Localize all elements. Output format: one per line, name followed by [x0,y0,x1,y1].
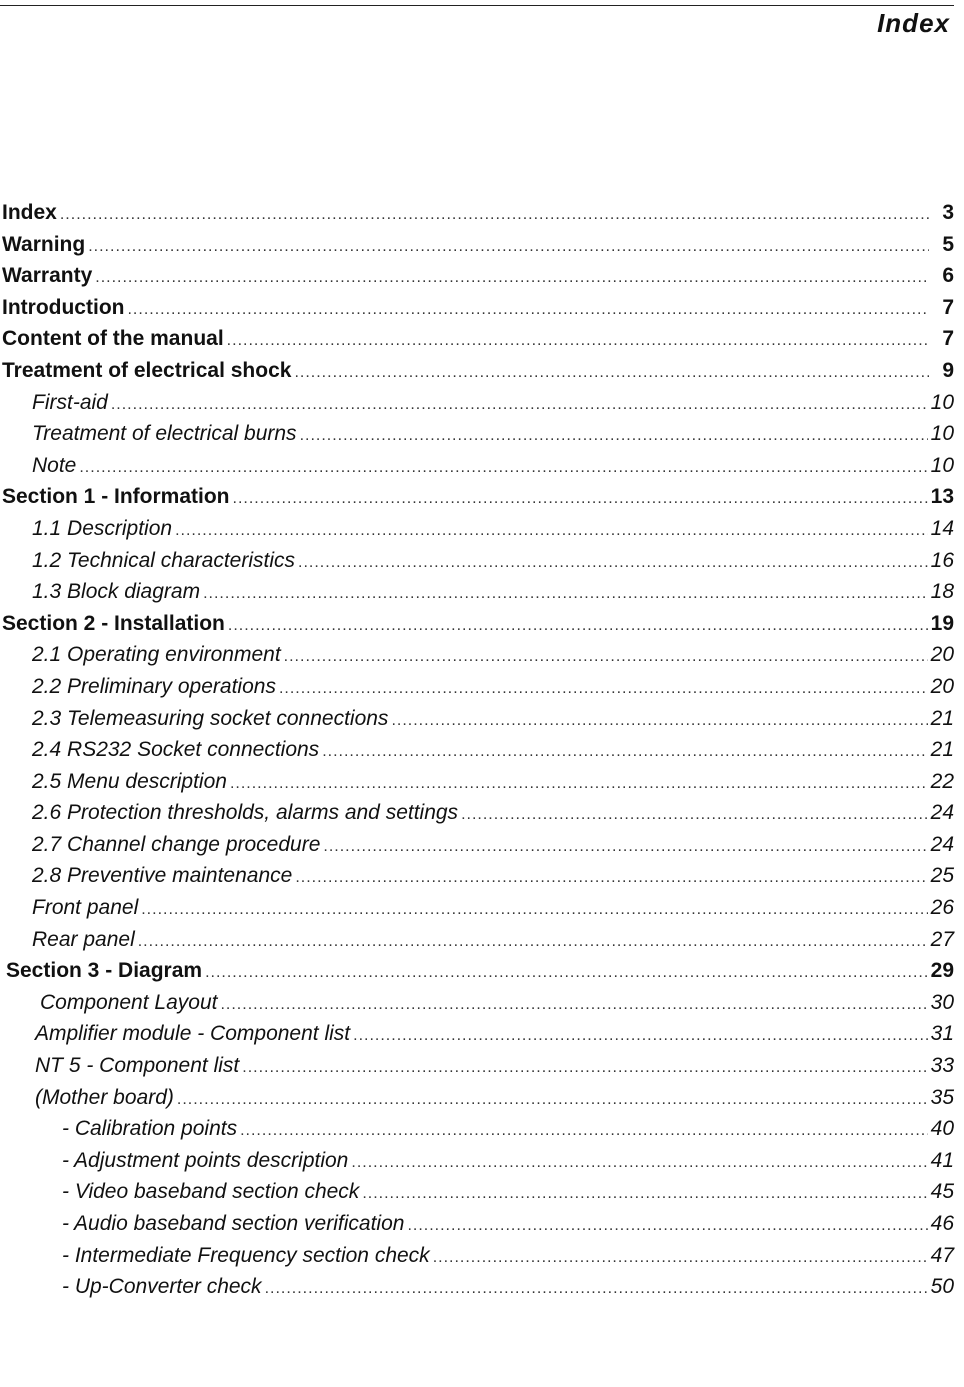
toc-page-number: 31 [930,1022,954,1046]
toc-entry-title: Rear panel [32,927,135,951]
dot-leader [407,1210,927,1242]
toc-page-number: 26 [930,896,954,920]
toc-entry-title: Treatment of electrical burns [32,422,297,446]
toc-entry-title: Section 1 - Information [2,485,230,509]
dot-leader [175,515,928,547]
toc-subentry[interactable] [0,703,954,735]
dot-leader [322,736,927,768]
dot-leader [203,578,928,610]
toc-entry-title: 2.3 Telemeasuring socket connections [32,706,389,730]
toc-subentry[interactable] [0,766,954,798]
toc-subsubentry[interactable] [0,1176,954,1208]
dot-leader [220,989,927,1021]
toc-entry-title: Content of the manual [2,327,224,351]
dot-leader [265,1273,928,1305]
dot-leader [351,1147,927,1179]
toc-page-number: 22 [930,769,954,793]
toc-subentry[interactable] [0,639,954,671]
toc-entry-title: 2.7 Channel change procedure [32,832,321,856]
toc-page-number: 24 [930,801,954,825]
toc-entry-title: NT 5 - Component list [35,1054,240,1078]
dot-leader [242,1052,927,1084]
toc-entry-title: - Adjustment points description [62,1148,349,1172]
toc-entry[interactable] [0,608,954,640]
toc-entry-title: Warranty [2,264,93,288]
toc-entry-title: Front panel [32,896,139,920]
toc-entry-title: 1.3 Block diagram [32,580,201,604]
toc-entry[interactable] [0,197,954,229]
toc-entry-title: Section 3 - Diagram [6,959,203,983]
dot-leader [95,262,929,294]
dot-leader [60,199,929,231]
toc-entry-title: 1.2 Technical characteristics [32,548,296,572]
toc-entry-title: Index [2,201,57,224]
toc-subentry[interactable] [0,892,954,924]
toc-subsubentry[interactable] [0,1113,954,1145]
toc-entry-title: Section 2 - Installation [2,611,225,635]
top-rule [0,5,954,6]
toc-page-number: 3 [942,201,954,224]
toc-entry-title: 2.4 RS232 Socket connections [32,738,320,762]
dot-leader [141,894,927,926]
toc-page-number: 47 [930,1243,954,1267]
dot-leader [294,357,929,389]
toc-page-number: 7 [942,327,954,351]
dot-leader [227,325,929,357]
toc-entry[interactable] [0,229,954,261]
page-title: Index [877,8,950,38]
toc-entry-title: 1.1 Description [32,516,173,540]
toc-subentry[interactable] [0,545,954,577]
toc-subentry[interactable] [0,987,954,1019]
dot-leader [177,1084,928,1116]
toc-page-number: 14 [930,516,954,540]
dot-leader [111,389,928,421]
dot-leader [295,862,927,894]
toc-page-number: 25 [930,864,954,888]
toc-page-number: 16 [930,548,954,572]
toc-page-number: 27 [930,927,954,951]
dot-leader [79,452,927,484]
toc-page-number: 35 [930,1085,954,1109]
dot-leader [230,768,928,800]
toc-page-number: 10 [930,453,954,477]
toc-page-number: 21 [930,738,954,762]
dot-leader [323,831,927,863]
toc-entry-title: - Audio baseband section verification [62,1212,405,1235]
toc-page-number: 45 [930,1180,954,1204]
toc-entry-title: Warning [2,232,86,256]
toc-page-number: 21 [930,706,954,730]
toc-subentry[interactable] [0,671,954,703]
toc-page-number: 9 [942,358,954,382]
toc-entry-title: 2.6 Protection thresholds, alarms and settings [32,801,459,825]
toc-page-number: 7 [942,295,954,319]
toc-entry[interactable] [0,355,954,387]
toc-subsubentry[interactable] [0,1271,954,1303]
toc-page-number: 10 [930,390,954,414]
toc-page-number: 50 [930,1275,954,1299]
toc-subentry[interactable] [0,860,954,892]
dot-leader [127,294,929,326]
toc-entry[interactable] [0,481,954,513]
toc-entry-title: 2.5 Menu description [32,769,227,793]
toc-subentry[interactable] [0,829,954,861]
toc-page-number: 40 [930,1117,954,1141]
toc-page-number: 30 [930,990,954,1014]
toc-entry-title: (Mother board) [35,1085,174,1109]
toc-subentry[interactable] [0,1050,954,1082]
toc-page-number: 29 [930,959,954,983]
toc-entry-title: Introduction [2,295,125,319]
toc-entry-title: - Video baseband section check [62,1180,360,1204]
toc-entry-title: 2.8 Preventive maintenance [32,864,293,888]
dot-leader [353,1020,928,1052]
toc-subentry[interactable] [0,924,954,956]
toc-page-number: 10 [930,422,954,446]
toc-subsubentry[interactable] [0,1145,954,1177]
toc-subentry[interactable] [0,1018,954,1050]
toc-subentry[interactable] [0,797,954,829]
toc-page-number: 18 [930,580,954,604]
toc-entry-title: 2.2 Preliminary operations [32,674,276,698]
toc-subentry[interactable] [0,418,954,450]
toc-subentry[interactable] [0,387,954,419]
toc-entry[interactable] [0,292,954,324]
dot-leader [362,1178,927,1210]
dot-leader [205,957,928,989]
dot-leader [433,1242,928,1274]
toc-page-number: 20 [930,674,954,698]
toc-entry[interactable] [0,323,954,355]
dot-leader [233,483,928,515]
dot-leader [298,547,928,579]
toc-page-number: 41 [930,1148,954,1172]
toc-page-number: 24 [930,832,954,856]
toc-page-number: 20 [930,643,954,667]
dot-leader [461,799,928,831]
toc-page-number: 13 [930,485,954,509]
table-of-contents [0,197,954,1303]
dot-leader [279,673,928,705]
dot-leader [138,926,928,958]
toc-entry[interactable] [0,955,954,987]
toc-page-number: 46 [930,1212,954,1235]
dot-leader [391,705,927,737]
toc-entry-title: - Calibration points [62,1117,238,1141]
toc-entry-title: First-aid [32,390,108,414]
toc-entry[interactable] [0,260,954,292]
toc-entry-title: - Up-Converter check [62,1275,262,1299]
dot-leader [240,1115,928,1147]
toc-page-number: 6 [942,264,954,288]
dot-leader [300,420,928,452]
toc-page-number: 19 [930,611,954,635]
toc-subentry[interactable] [0,734,954,766]
toc-subentry[interactable] [0,576,954,608]
toc-subsubentry[interactable] [0,1240,954,1272]
toc-subentry[interactable] [0,450,954,482]
toc-entry-title: - Intermediate Frequency section check [62,1243,430,1267]
toc-entry-title: Amplifier module - Component list [35,1022,351,1046]
dot-leader [284,641,928,673]
toc-entry-title: Treatment of electrical shock [2,358,292,382]
toc-entry-title: Note [32,453,77,477]
toc-page-number: 5 [942,232,954,256]
dot-leader [88,231,929,263]
toc-page-number: 33 [930,1054,954,1078]
toc-subsubentry[interactable] [0,1208,954,1240]
toc-subentry[interactable] [0,513,954,545]
toc-entry-title: 2.1 Operating environment [32,643,281,667]
dot-leader [228,610,928,642]
toc-subentry[interactable] [0,1082,954,1114]
toc-entry-title: Component Layout [40,990,218,1014]
